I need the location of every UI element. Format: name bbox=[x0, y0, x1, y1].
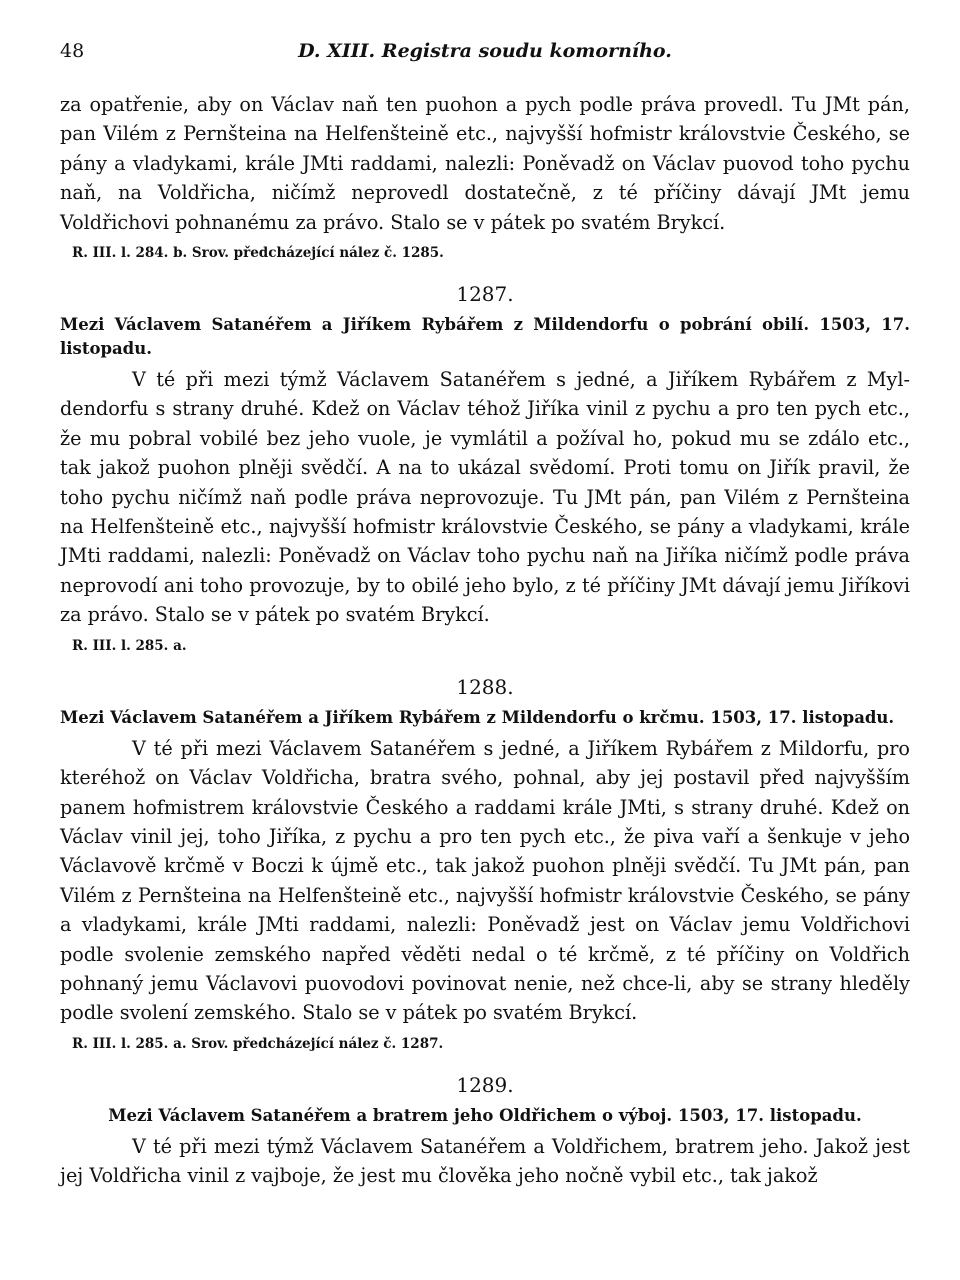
entry-1287 bbox=[60, 281, 910, 656]
entry-source-note: R. III. l. 285. a. Srov. předcházející nález č. 1287. bbox=[72, 1035, 444, 1052]
entry-paragraph: V té při mezi týmž Václavem Satanéřem a Voldřichem, bratrem jeho. Jakož jest jej Voldřicha vinil z vajboje, že jest mu člověka jeho nočně vybil etc., tak jakož bbox=[60, 1134, 910, 1188]
entry-caption: Mezi Václavem Satanéřem a Jiříkem Rybářem z Mildendorfu o pobrání obilí. 1503, 17. listopadu. bbox=[60, 315, 910, 359]
page-number: 48 bbox=[60, 40, 85, 62]
entry-1288 bbox=[60, 674, 910, 1054]
page-header bbox=[60, 40, 910, 68]
entry-paragraph: V té při mezi Václavem Satanéřem s jedné, a Jiříkem Rybářem z Mildorfu, pro kteréhož on Václav Voldřicha, bratra svého, pohnal, aby jej postavil před najvyšším panem hofmistrem královstvie Českého a raddami krále JMti, s strany druhé. Kdež on Václav vinil jej, toho Jiříka, z pychu a pro ten pych etc., že piva vaří a šenkuje v jeho Václavově krčmě v Boczi k újmě etc., tak jakož puohon plněji svědčí. Tu JMt pán, pan Vilém z Pernšteina na Helfenšteině etc., najvyšší hofmistr královstvie Českého, se pány a vladykami, krále JMti raddami, nalezli: Poněvadž jest on Václav jemu Voldřichovi podle svolenie zemského napřed věděti nedal o té krčmě, z té příčiny on Voldřich pohnaný jemu Václavovi puovodovi povinovat nenie, než chce-li, aby se strany hleděly podle svolení zemského. Stalo se v pátek po svatém Brykcí. bbox=[60, 736, 910, 1025]
entry-source-note: R. III. l. 285. a. bbox=[72, 637, 187, 654]
running-title: D. XIII. Registra soudu komorního. bbox=[298, 40, 672, 62]
entry-number: 1289. bbox=[456, 1072, 514, 1097]
entry-1289 bbox=[60, 1072, 910, 1191]
entry-number: 1288. bbox=[456, 674, 514, 699]
entry-paragraph: V té při mezi týmž Václavem Satanéřem s jedné, a Jiříkem Rybářem z Myldendorfu s strany druhé. Kdež on Václav téhož Jiříka vinil z pychu a pro ten pych etc., že mu pobral vobilé bez jeho vuole, je vymlátil a požíval ho, pokud mu se zdálo etc., tak jakož puohon plněji svědčí. A na to ukázal svědomí. Proti tomu on Jiřík pravil, že toho pychu ničímž naň podle práva neprovozuje. Tu JMt pán, pan Vilém z Pernšteina na Helfenšteině etc., najvyšší hofmistr královstvie Českého, se pány a vladykami, krále JMti raddami, nalezli: Poněvadž on Václav toho pychu naň na Jiříka ničímž podle práva neprovodí ani toho provozuje, by to obilé jeho bylo, z té příčiny JMt dávají jemu Jiříkovi za právo. Stalo se v pátek po svatém Brykcí. bbox=[60, 368, 910, 627]
intro-source-note: R. III. l. 284. b. Srov. předcházející nález č. 1285. bbox=[72, 245, 444, 262]
entry-caption: Mezi Václavem Satanéřem a Jiříkem Rybářem z Mildendorfu o krčmu. 1503, 17. listopadu. bbox=[60, 707, 895, 727]
entry-caption: Mezi Václavem Satanéřem a bratrem jeho Oldřichem o výboj. 1503, 17. listopadu. bbox=[108, 1105, 862, 1125]
page-body bbox=[60, 90, 910, 1191]
intro-paragraph: za opatřenie, aby on Václav naň ten puohon a pych podle práva provedl. Tu JMt pán, pan Vilém z Pernšteina na Helfenšteině etc., najvyšší hofmistr královstvie Českého, se pány a vladykami, krále JMti raddami, nalezli: Poněvadž on Václav puovod toho pychu naň, na Voldřicha, ničímž neprovedl dostatečně, z té příčiny dávají JMt jemu Voldřichovi pohnanému za právo. Stalo se v pátek po svatém Brykcí. bbox=[60, 93, 910, 234]
entry-number: 1287. bbox=[456, 282, 514, 307]
